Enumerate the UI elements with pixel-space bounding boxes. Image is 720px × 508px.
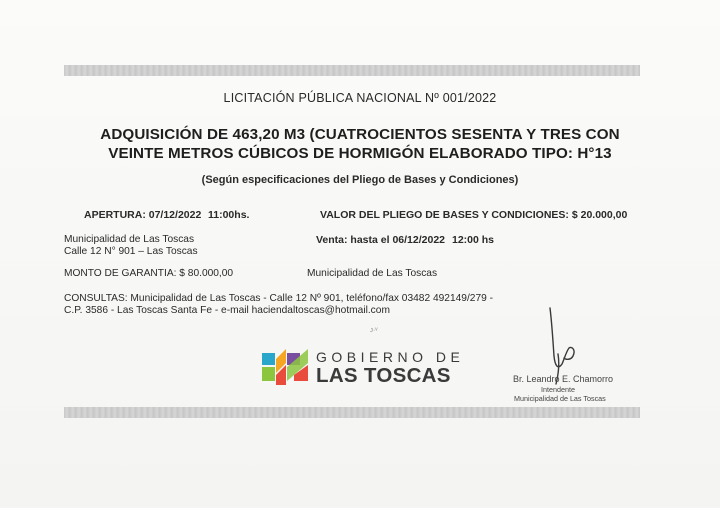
signature-name: Br. Leandro E. Chamorro	[513, 374, 614, 384]
venta-time: 12:00 hs	[452, 234, 495, 246]
consultas-line-1: CONSULTAS: Municipalidad de Las Toscas - Calle 12 Nº 901, teléfono/fax 03482 492149/279 -	[64, 293, 494, 304]
signature-role: Intendente	[541, 385, 575, 394]
title-line-2: VEINTE METROS CÚBICOS DE HORMIGÓN ELABORADO TIPO: H°13	[108, 145, 612, 162]
apertura-place-line-2: Calle 12 N° 901 – Las Toscas	[64, 246, 198, 257]
logo-text-las-toscas: LAS TOSCAS	[316, 364, 451, 387]
scan-mark: ᴊ·ᵛ	[370, 327, 378, 334]
signature-org: Municipalidad de Las Toscas	[514, 394, 606, 403]
apertura-time: 11:00hs.	[208, 209, 250, 221]
logo-text-gobierno: GOBIERNO DE	[316, 349, 465, 365]
apertura-place-line-1: Municipalidad de Las Toscas	[64, 234, 195, 245]
bottom-border-bar	[64, 407, 640, 418]
title-line-1: ADQUISICIÓN DE 463,20 M3 (CUATROCIENTOS SESENTA Y TRES CON	[100, 126, 620, 143]
garantia-place: Municipalidad de Las Toscas	[307, 268, 438, 279]
apertura-date: APERTURA: 07/12/2022	[84, 209, 202, 221]
garantia-amount: MONTO DE GARANTIA: $ 80.000,00	[64, 268, 234, 279]
gobierno-logo-icon	[262, 349, 308, 385]
subtitle: (Según especificaciones del Pliego de Bases y Condiciones)	[201, 174, 519, 186]
venta-date: Venta: hasta el 06/12/2022	[316, 234, 445, 246]
top-border-bar	[64, 65, 640, 76]
consultas-line-2: C.P. 3586 - Las Toscas Santa Fe - e-mail haciendaltoscas@hotmail.com	[64, 305, 390, 316]
licitacion-heading: LICITACIÓN PÚBLICA NACIONAL Nº 001/2022	[223, 91, 497, 105]
pliego-value: VALOR DEL PLIEGO DE BASES Y CONDICIONES: $ 20.000,00	[320, 209, 628, 221]
